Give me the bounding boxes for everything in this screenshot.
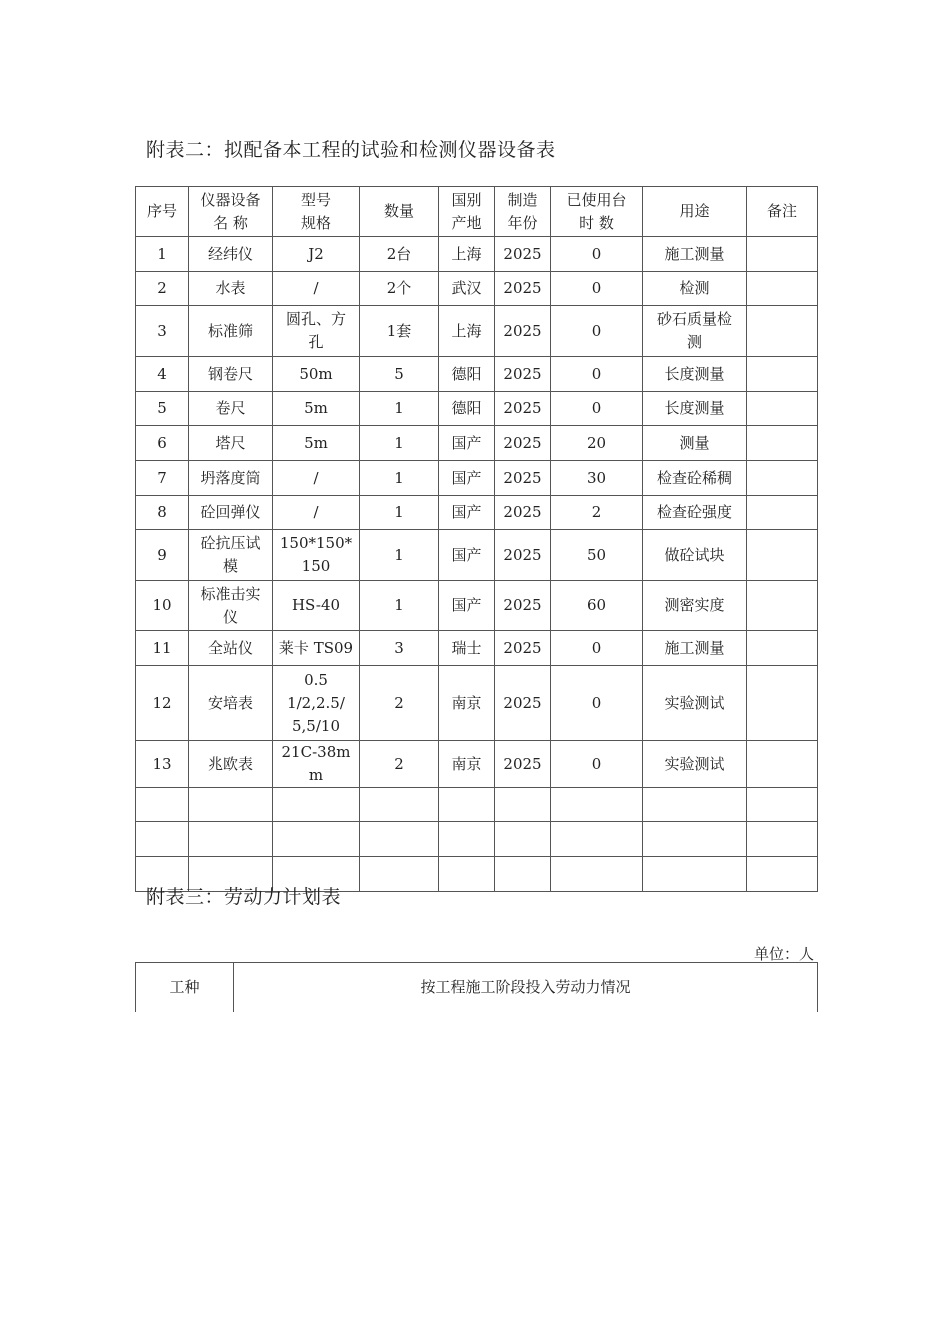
cell-used-hours-line: 50 [586,545,607,564]
cell-origin [439,426,495,461]
cell-name [189,237,273,272]
cell-name-line: 钢卷尺 [207,364,253,383]
cell-year [495,357,551,392]
cell-model-line: / [313,503,319,521]
header-origin [439,187,495,237]
cell-serial-line: 6 [157,433,167,452]
cell-serial [136,631,189,666]
cell-serial-line: 7 [157,468,167,487]
table-row [136,530,818,581]
cell-origin [439,788,495,822]
cell-purpose-line: 实验测试 [664,754,725,773]
cell-remark [747,496,818,530]
cell-model-line: / [313,468,319,487]
table-row [136,666,818,741]
cell-purpose [643,496,747,530]
cell-purpose [643,357,747,392]
cell-quantity [360,426,439,461]
cell-name-line: 兆欧表 [207,754,253,773]
labor-plan-table [135,962,818,1012]
cell-purpose-line: 检测 [679,279,710,297]
header-stage-labor: 按工程施工阶段投入劳动力情况 [234,963,818,1012]
cell-purpose-line: 施工测量 [664,638,725,657]
cell-name [189,822,273,857]
header-name-line: 仪器设备 [200,190,261,209]
header-name-line: 名 称 [213,213,248,232]
cell-quantity [360,357,439,392]
cell-serial-line: 1 [157,244,167,263]
header-model-line: 型号 [300,190,331,209]
cell-purpose [643,631,747,666]
cell-year [495,392,551,426]
cell-model-line: 50m [299,364,333,383]
cell-name-line: 模 [222,557,238,575]
cell-year [495,426,551,461]
cell-name [189,631,273,666]
cell-year-line: 2025 [503,433,542,452]
cell-serial [136,237,189,272]
cell-serial-line: 2 [157,279,167,297]
cell-year-line: 2025 [503,693,542,712]
cell-origin-line: 国产 [451,433,482,452]
cell-model-line: 150*150* [279,534,353,552]
cell-serial [136,822,189,857]
cell-origin-line: 武汉 [451,279,482,297]
cell-serial-line: 4 [157,364,167,383]
cell-quantity-line: 1 [394,545,404,564]
cell-serial [136,788,189,822]
cell-purpose [643,741,747,788]
cell-model-line: 圆孔、方 [285,310,346,328]
cell-used-hours-line: 0 [591,279,602,297]
cell-model [273,822,360,857]
header-remark-line: 备注 [766,202,797,220]
cell-purpose [643,272,747,306]
cell-origin-line: 国产 [451,545,482,564]
cell-origin [439,741,495,788]
cell-used-hours [551,822,643,857]
header-quantity [360,187,439,237]
cell-model [273,530,360,581]
cell-name [189,357,273,392]
cell-origin [439,461,495,496]
cell-used-hours [551,426,643,461]
cell-quantity-line: 2 [394,754,404,773]
cell-purpose [643,857,747,892]
cell-name [189,461,273,496]
header-model-line: 规格 [300,213,331,232]
cell-remark [747,666,818,741]
cell-purpose [643,426,747,461]
cell-remark [747,530,818,581]
cell-year [495,496,551,530]
table-row [136,272,818,306]
cell-year-line: 2025 [503,754,542,773]
cell-origin [439,306,495,357]
cell-model [273,357,360,392]
cell-remark [747,822,818,857]
cell-used-hours [551,530,643,581]
cell-purpose [643,666,747,741]
cell-purpose-line: 测密实度 [664,596,725,614]
cell-year-line: 2025 [503,596,542,614]
cell-year [495,788,551,822]
cell-quantity [360,857,439,892]
cell-serial [136,392,189,426]
cell-name-line: 水表 [215,279,246,297]
cell-used-hours [551,306,643,357]
cell-origin-line: 德阳 [451,364,482,383]
equipment-table [135,186,818,892]
cell-origin [439,530,495,581]
cell-year [495,666,551,741]
cell-origin-line: 德阳 [451,399,482,417]
cell-quantity [360,306,439,357]
cell-quantity [360,496,439,530]
cell-serial [136,461,189,496]
cell-origin [439,581,495,631]
cell-remark [747,357,818,392]
cell-model-line: 5m [304,399,328,417]
cell-used-hours-line: 20 [586,433,607,452]
cell-quantity [360,237,439,272]
cell-purpose-line: 施工测量 [664,244,725,263]
cell-origin-line: 瑞士 [451,638,482,657]
header-worktype: 工种 [136,963,234,1012]
cell-model-line: 莱卡 TS09 [278,638,354,657]
cell-name [189,530,273,581]
cell-origin [439,822,495,857]
cell-model [273,461,360,496]
cell-model [273,741,360,788]
cell-origin-line: 国产 [451,503,482,521]
cell-purpose-line: 检查砼稀稠 [656,468,732,487]
unit-label: 单位：人 [754,945,815,963]
cell-remark [747,857,818,892]
cell-quantity [360,530,439,581]
cell-serial-line: 13 [152,754,172,773]
cell-model-line: 1/2,2.5/ [287,693,345,712]
table-row [136,461,818,496]
cell-model-line: 21C-38mm [281,743,351,784]
cell-name-line: 全站仪 [207,638,253,657]
cell-serial-line: 3 [157,321,167,340]
cell-name-line: 仪 [222,607,238,626]
cell-quantity-line: 2 [394,693,404,712]
cell-model [273,631,360,666]
table-row [136,496,818,530]
cell-serial [136,581,189,631]
cell-model [273,272,360,306]
cell-model [273,392,360,426]
cell-used-hours [551,272,643,306]
cell-used-hours-line: 0 [591,754,602,773]
header-purpose-line: 用途 [679,202,710,220]
cell-origin [439,357,495,392]
cell-used-hours [551,461,643,496]
cell-origin [439,631,495,666]
cell-quantity [360,272,439,306]
table-row [136,788,818,822]
table-row [136,392,818,426]
cell-serial [136,272,189,306]
header-model [273,187,360,237]
cell-remark [747,741,818,788]
cell-used-hours [551,357,643,392]
cell-origin-line: 国产 [451,468,482,487]
cell-purpose [643,788,747,822]
cell-origin-line: 南京 [451,693,482,712]
cell-origin-line: 上海 [451,244,482,263]
cell-used-hours [551,788,643,822]
cell-model [273,237,360,272]
cell-used-hours [551,237,643,272]
cell-purpose [643,581,747,631]
cell-model [273,666,360,741]
cell-remark [747,581,818,631]
cell-serial-line: 12 [152,693,172,712]
cell-used-hours-line: 0 [591,244,602,263]
header-year-line: 制造 [507,190,538,209]
header-purpose [643,187,747,237]
cell-serial-line: 10 [152,596,172,614]
cell-serial [136,306,189,357]
cell-purpose-line: 实验测试 [664,693,725,712]
cell-model [273,788,360,822]
cell-name [189,272,273,306]
table-row [136,822,818,857]
cell-remark [747,788,818,822]
cell-purpose [643,392,747,426]
cell-purpose [643,822,747,857]
cell-quantity [360,666,439,741]
cell-quantity [360,741,439,788]
cell-origin [439,237,495,272]
cell-name-line: 砼回弹仪 [200,503,261,521]
cell-used-hours-line: 60 [586,596,607,614]
cell-quantity [360,631,439,666]
cell-quantity-line: 1 [394,468,404,487]
cell-year-line: 2025 [503,321,542,340]
cell-origin-line: 国产 [451,596,482,614]
cell-model-line: 孔 [308,333,324,351]
cell-name-line: 塔尺 [215,433,246,452]
cell-serial [136,357,189,392]
cell-name-line: 经纬仪 [207,244,253,263]
cell-quantity-line: 1 [394,433,404,452]
cell-year [495,857,551,892]
cell-year [495,306,551,357]
cell-name [189,581,273,631]
cell-origin [439,666,495,741]
header-year-line: 年份 [507,213,538,232]
cell-serial-line: 5 [157,399,167,417]
cell-used-hours-line: 0 [591,399,602,417]
header-origin-line: 产地 [451,213,482,232]
cell-quantity-line: 1 [394,503,404,521]
cell-year-line: 2025 [503,545,542,564]
cell-quantity-line: 1 [394,399,404,417]
cell-name [189,496,273,530]
cell-name-line: 砼抗压试 [200,534,261,552]
cell-name [189,306,273,357]
cell-used-hours-line: 0 [591,321,602,340]
cell-name-line: 标准筛 [207,321,253,340]
cell-origin-line: 南京 [451,754,482,773]
cell-model [273,306,360,357]
cell-used-hours [551,392,643,426]
cell-year [495,631,551,666]
cell-name-line: 坍落度筒 [200,468,261,487]
cell-purpose [643,461,747,496]
cell-quantity-line: 2台 [386,244,412,263]
cell-model-line: / [313,279,319,297]
header-used-hours-line: 已使用台 [566,190,627,209]
cell-purpose [643,237,747,272]
cell-serial [136,496,189,530]
cell-remark [747,461,818,496]
appendix3-title: 附表三：劳动力计划表 [146,886,342,908]
cell-model-line: J2 [308,244,324,263]
cell-purpose-line: 检查砼强度 [656,503,732,521]
table-row [136,581,818,631]
cell-remark [747,392,818,426]
cell-used-hours [551,741,643,788]
cell-purpose-line: 长度测量 [664,364,725,383]
cell-year [495,741,551,788]
cell-year [495,530,551,581]
cell-year-line: 2025 [503,279,542,297]
cell-year-line: 2025 [503,399,542,417]
cell-quantity [360,788,439,822]
cell-used-hours-line: 0 [591,693,602,712]
cell-quantity-line: 3 [394,638,404,657]
cell-purpose [643,306,747,357]
cell-serial-line: 11 [152,638,172,657]
cell-origin-line: 上海 [451,321,482,340]
cell-model-line: 150 [301,557,331,575]
cell-model [273,496,360,530]
cell-remark [747,426,818,461]
cell-purpose-line: 做砼试块 [664,545,725,564]
cell-origin [439,496,495,530]
cell-purpose [643,530,747,581]
table-row [136,741,818,788]
cell-name [189,788,273,822]
cell-year-line: 2025 [503,244,542,263]
cell-used-hours-line: 0 [591,638,602,657]
cell-model-line: 0.5 [304,670,328,689]
cell-purpose-line: 砂石质量检 [656,310,732,328]
cell-origin [439,272,495,306]
cell-quantity-line: 1套 [386,321,412,340]
cell-quantity [360,822,439,857]
cell-year [495,272,551,306]
cell-model-line: 5m [304,433,328,452]
header-year [495,187,551,237]
table-row [136,306,818,357]
header-remark [747,187,818,237]
cell-name-line: 卷尺 [215,399,246,417]
header-serial [136,187,189,237]
cell-purpose-line: 测 [686,333,702,351]
cell-used-hours-line: 0 [591,364,602,383]
labor-header-row [136,963,818,1012]
cell-name [189,666,273,741]
header-origin-line: 国别 [451,190,482,209]
cell-year-line: 2025 [503,503,542,521]
cell-used-hours-line: 2 [591,503,602,521]
cell-purpose-line: 测量 [679,433,710,452]
cell-origin [439,392,495,426]
cell-remark [747,306,818,357]
cell-model [273,426,360,461]
cell-used-hours-line: 30 [586,468,607,487]
header-used-hours-line: 时 数 [579,213,614,232]
cell-quantity-line: 2个 [386,279,412,297]
table-row [136,237,818,272]
header-serial-line: 序号 [146,202,177,220]
cell-year [495,237,551,272]
cell-used-hours [551,666,643,741]
cell-remark [747,631,818,666]
header-row [136,187,818,237]
cell-model-line: 5,5/10 [292,716,340,735]
header-quantity-line: 数量 [383,202,414,220]
cell-remark [747,237,818,272]
cell-serial [136,530,189,581]
cell-purpose-line: 长度测量 [664,399,725,417]
cell-name-line: 安培表 [207,693,253,712]
cell-serial-line: 8 [157,503,167,521]
table-row [136,631,818,666]
cell-serial [136,666,189,741]
cell-year [495,461,551,496]
cell-origin [439,857,495,892]
cell-name [189,741,273,788]
cell-used-hours [551,857,643,892]
cell-model [273,581,360,631]
appendix2-title: 附表二：拟配备本工程的试验和检测仪器设备表 [146,139,556,161]
cell-year [495,581,551,631]
cell-quantity-line: 1 [394,596,404,614]
cell-name [189,426,273,461]
cell-quantity [360,461,439,496]
header-name [189,187,273,237]
cell-model-line: HS-40 [291,596,341,614]
cell-year-line: 2025 [503,638,542,657]
cell-remark [747,272,818,306]
cell-year [495,822,551,857]
cell-serial [136,741,189,788]
cell-serial [136,426,189,461]
cell-used-hours [551,496,643,530]
cell-year-line: 2025 [503,468,542,487]
cell-year-line: 2025 [503,364,542,383]
table-row [136,426,818,461]
header-used-hours [551,187,643,237]
cell-quantity [360,392,439,426]
cell-used-hours [551,631,643,666]
table-row [136,357,818,392]
cell-name-line: 标准击实 [200,584,261,603]
cell-used-hours [551,581,643,631]
cell-serial-line: 9 [157,545,167,564]
cell-quantity [360,581,439,631]
cell-quantity-line: 5 [394,364,404,383]
cell-name [189,392,273,426]
